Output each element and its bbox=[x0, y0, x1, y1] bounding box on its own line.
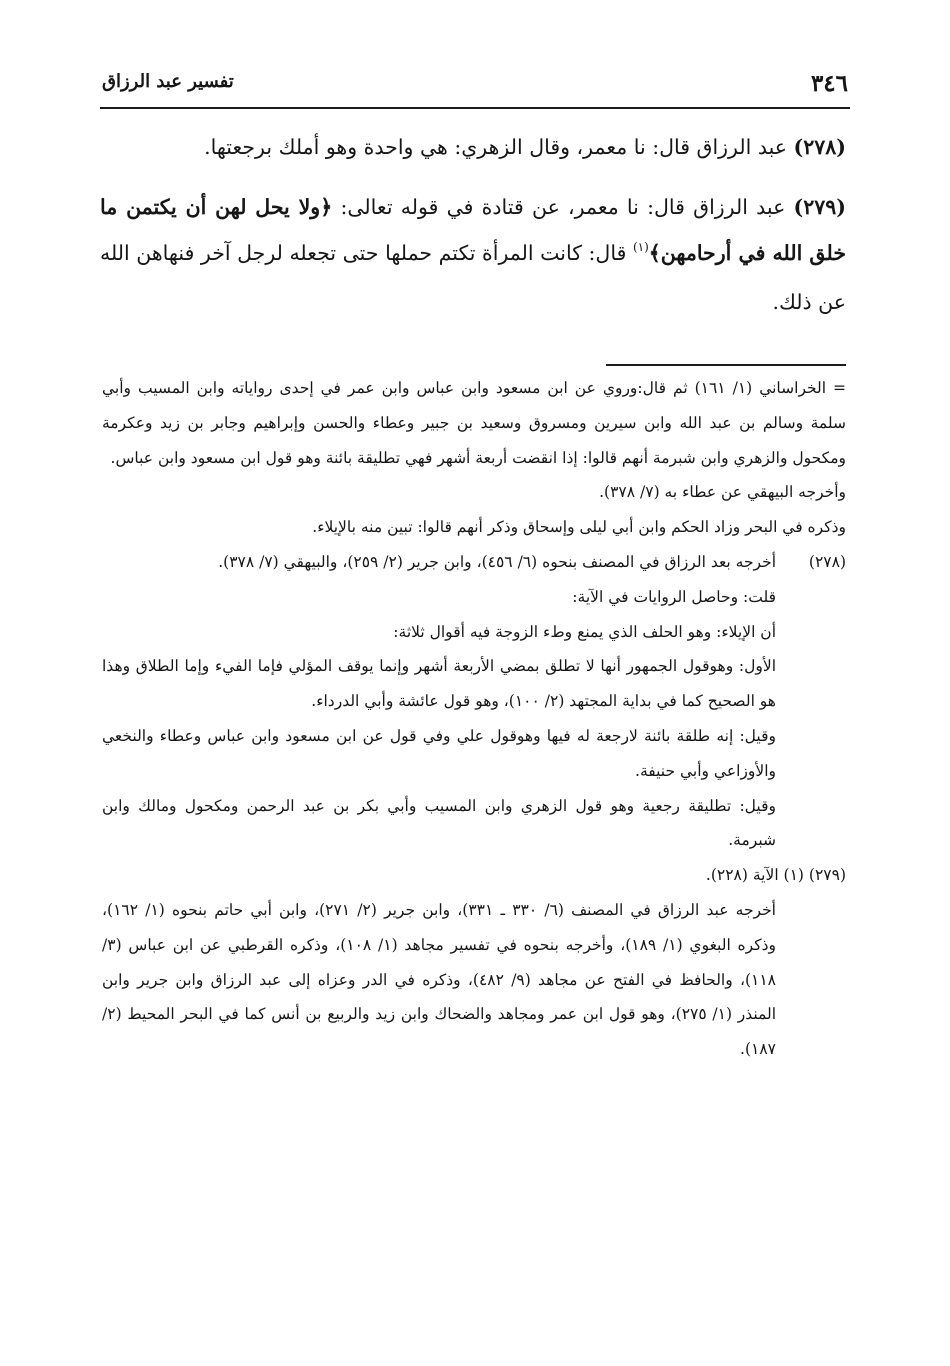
note-text: وقيل: تطليقة رجعية وهو قول الزهري وابن المسيب وأبي بكر بن عبد الرحمن ومكحول ومالك وابن شبرمة. bbox=[102, 796, 776, 850]
note-text: قلت: وحاصل الروايات في الآية: bbox=[572, 587, 776, 606]
running-title: تفسير عبد الرزاق bbox=[102, 71, 234, 92]
footnotes bbox=[102, 371, 846, 1067]
page-number: ٣٤٦ bbox=[810, 70, 848, 97]
narration-text: قال: كانت المرأة تكتم حملها حتى تجعله لرجل آخر فنهاهن الله عن ذلك. bbox=[100, 241, 846, 314]
header-rule bbox=[100, 107, 850, 109]
note-label: (٢٧٨) bbox=[808, 552, 846, 571]
footnote-continuation: وذكره في البحر وزاد الحكم وابن أبي ليلى وإسحاق وذكر أنهم قالوا: تبين منه بالإيلاء. bbox=[312, 518, 846, 537]
narration-number: (٢٧٩) bbox=[793, 195, 846, 219]
narration-278 bbox=[100, 124, 846, 170]
note-278 bbox=[102, 545, 846, 580]
narration-text: عبد الرزاق قال: نا معمر، وقال الزهري: هي واحدة وهو أملك برجعتها. bbox=[204, 135, 788, 159]
note-label: (٢٧٩) (١) الآية (٢٢٨). bbox=[705, 866, 846, 885]
footnote-ref: (١) bbox=[632, 240, 649, 254]
main-text bbox=[100, 124, 846, 339]
note-text: أن الإيلاء: وهو الحلف الذي يمنع وطء الزوجة فيه أقوال ثلاثة: bbox=[393, 622, 776, 641]
note-text: أخرجه بعد الرزاق في المصنف بنحوه (٦/ ٤٥٦)، وابن جرير (٢/ ٢٥٩)، والبيهقي (٧/ ٣٧٨). bbox=[218, 552, 776, 571]
note-text: أخرجه عبد الرزاق في المصنف (٦/ ٣٣٠ ـ ٣٣١)، وابن جرير (٢/ ٢٧١)، وابن أبي حاتم بنحوه (١/ ١٦٢)، وذكره البغوي (١/ ١٨٩)، وأخرجه بنحوه في تفسير مجاهد (١/ ١٠٨)، وذكره القرطبي عن ابن عباس (٣/ ١١٨)، والحافظ في الفتح عن مجاهد (٩/ ٤٨٢)، وذكره في الدر وعزاه إلى عبد الرزاق وابن جرير وابن المنذر (١/ ٢٧٥)، وهو قول ابن عمر ومجاهد والضحاك وابن زيد والربيع بن أنس كما في البحر المحيط (٢/ ١٨٧). bbox=[102, 900, 777, 1059]
note-text: وقيل: إنه طلقة بائنة لارجعة له فيها وهوقول علي وفي قول عن ابن مسعود وابن عباس وعطاء والنخعي والأوزاعي وأبي حنيفة. bbox=[102, 726, 776, 780]
narration-number: (٢٧٨) bbox=[793, 135, 846, 159]
footnote-continuation: وأخرجه البيهقي عن عطاء به (٧/ ٣٧٨). bbox=[599, 483, 846, 502]
narration-279 bbox=[100, 184, 846, 325]
narration-text: عبد الرزاق قال: نا معمر، عن قتادة في قوله تعالى: bbox=[340, 195, 786, 219]
footnote-continuation: = الخراساني (١/ ١٦١) ثم قال:وروي عن ابن مسعود وابن عباس وابن عمر في إحدى رواياته وابن المسيب وأبي سلمة وسالم بن عبد الله وابن سيرين ومسروق وسعيد بن جبير وعطاء والحسن وإبراهيم وجابر بن زيد وعكرمة ومكحول والزهري وابن شبرمة أنهم قالوا: إذا انقضت أربعة أشهر فهي تطليقة بائنة وهو قول ابن مسعود وابن عباس. bbox=[102, 379, 846, 467]
note-text: الأول: وهوقول الجمهور أنها لا تطلق بمضي الأربعة أشهر وإنما يوقف المؤلي فإما الفيء وإما الطلاق وهذا هو الصحيح كما في بداية المجتهد (٢/ ١٠٠)، وهو قول عائشة وأبي الدرداء. bbox=[102, 657, 776, 711]
footnote-rule bbox=[606, 364, 846, 366]
quran-verse: ﴿ولا يحل لهن أن يكتمن ما خلق الله في أرحامهن﴾ bbox=[100, 195, 846, 265]
